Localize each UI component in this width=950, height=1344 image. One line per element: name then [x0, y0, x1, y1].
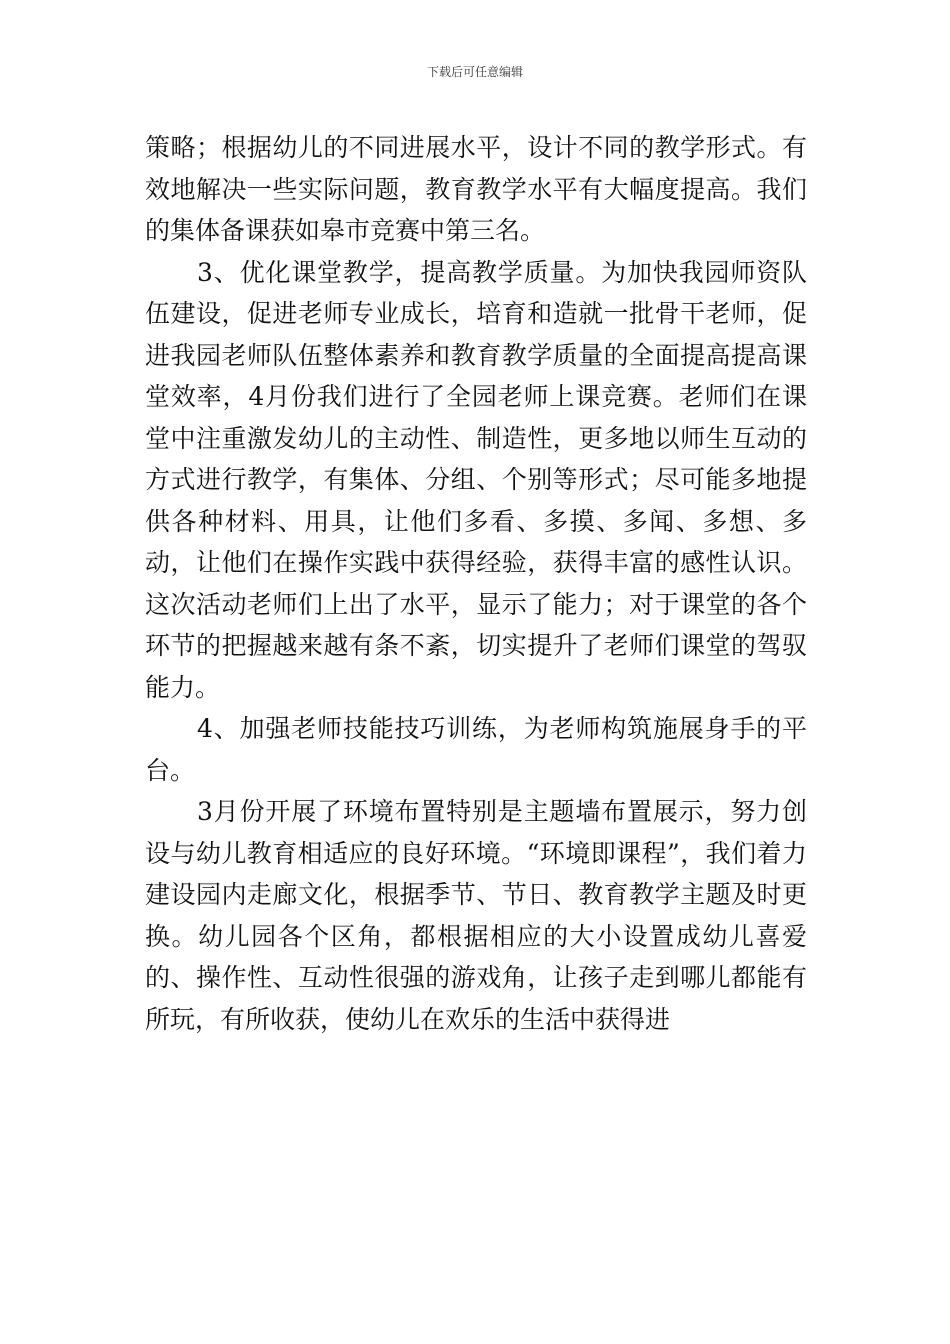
page-header-note: 下载后可任意编辑: [426, 65, 523, 79]
paragraph-strategy: 策略；根据幼儿的不同进展水平，设计不同的教学形式。有效地解决一些实际问题，教育教学水平有大幅度提高。我们的集体备课获如皋市竞赛中第三名。: [145, 133, 807, 245]
paragraph-skills-training: 4、加强老师技能技巧训练，为老师构筑施展身手的平台。: [145, 714, 807, 785]
paragraph-optimize-teaching: 3、优化课堂教学，提高教学质量。为加快我园师资队伍建设，促进老师专业成长，培育和造就一批骨干老师，促进我园老师队伍整体素养和教育教学质量的全面提高提高课堂效率，4月份我们进行了全园老师上课竞赛。老师们在课堂中注重激发幼儿的主动性、制造性，更多地以师生互动的方式进行教学，有集体、分组、个别等形式；尽可能多地提供各种材料、用具，让他们多看、多摸、多闻、多想、多动，让他们在操作实践中获得经验，获得丰富的感性认识。这次活动老师们上出了水平，显示了能力；对于课堂的各个环节的把握越来越有条不紊，切实提升了老师们课堂的驾驭能力。: [145, 257, 807, 702]
document-body: [145, 127, 807, 1040]
paragraph-environment: 3月份开展了环境布置特别是主题墙布置展示，努力创设与幼儿教育相适应的良好环境。“环境即课程”，我们着力建设园内走廊文化，根据季节、节日、教育教学主题及时更换。幼儿园各个区角，都根据相应的大小设置成幼儿喜爱的、操作性、互动性很强的游戏角，让孩子走到哪儿都能有所玩，有所收获，使幼儿在欢乐的生活中获得进: [145, 797, 807, 1034]
